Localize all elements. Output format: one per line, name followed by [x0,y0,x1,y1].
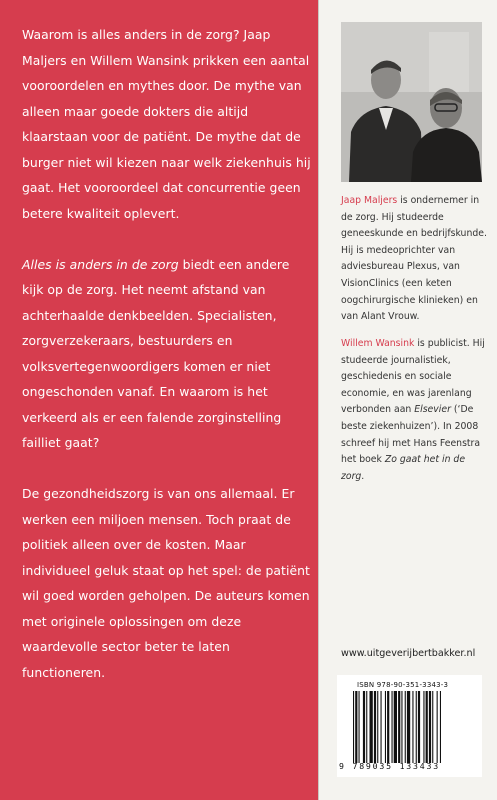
blurb-paragraph-3: De gezondheidszorg is van ons allemaal. Er werken een miljoen mensen. Toch praat de politiek alleen over de kosten. Maar individueel geluk staat op het spel: de patiënt wil goed worden geholpen. De auteurs komen met originele oplossingen om deze waardevolle sector beter te laten functioneren. [22,486,310,680]
blurb-paragraph-1: Waarom is alles anders in de zorg? Jaap Maljers en Willem Wansink prikken een aantal vooroordelen en mythes door. De mythe van alleen maar goede dokters die altijd klaarstaan voor de patiënt. De mythe dat de burger niet wil kiezen naar welk ziekenhuis hij gaat. Het vooroordeel dat concurrentie geen betere kwaliteit oplevert. [22,27,311,221]
author-photo [341,22,482,182]
publisher-website: www.uitgeverijbertbakker.nl [341,648,476,659]
author-bio-wansink [341,336,489,485]
author-bio-maljers [341,193,489,326]
barcode-icon [353,691,475,763]
blurb-text [22,22,312,685]
book-title-inline: Alles is anders in de zorg [22,256,179,272]
barcode-number: 9 789035 133433 [339,761,440,771]
author-name-wansink: Willem Wansink [341,338,415,349]
author-bio-wansink-text-3: . [361,470,365,482]
blurb-paragraph-2 [22,252,312,456]
author-bio-wansink-text-1: is publicist. Hij studeerde journalistiek, geschiedenis en sociale economie, en was jarenlang verbonden aan [341,338,485,416]
isbn-label: ISBN 978-90-351-3343-3 [357,681,449,689]
barcode-block [337,675,482,777]
author-bio-wansink-text-2: (‘De beste ziekenhuizen’). In 2008 schreef hij met Hans Feenstra het boek [341,404,481,466]
magazine-title: Elsevier [414,404,451,416]
author-bio-maljers-text: is ondernemer in de zorg. Hij studeerde geneeskunde en bedrijfskunde. Hij is medeoprichter van adviesbureau Plexus, van VisionClinics (een keten oogchirurgische klinieken) en van Alant Vrouw. [341,195,487,323]
author-name-maljers: Jaap Maljers [341,195,398,206]
other-book-title: Zo gaat het in de zorg [341,454,466,482]
blurb-paragraph-2-text: biedt een andere kijk op de zorg. Het neemt afstand van achterhaalde denkbeelden. Specialisten, zorgverzekeraars, bestuurders en volksvertegenwoordigers komen er niet ongeschonden vanaf. En waarom is het verkeerd als er een falende zorginstelling failliet gaat? [22,256,290,450]
author-panel [318,0,497,800]
